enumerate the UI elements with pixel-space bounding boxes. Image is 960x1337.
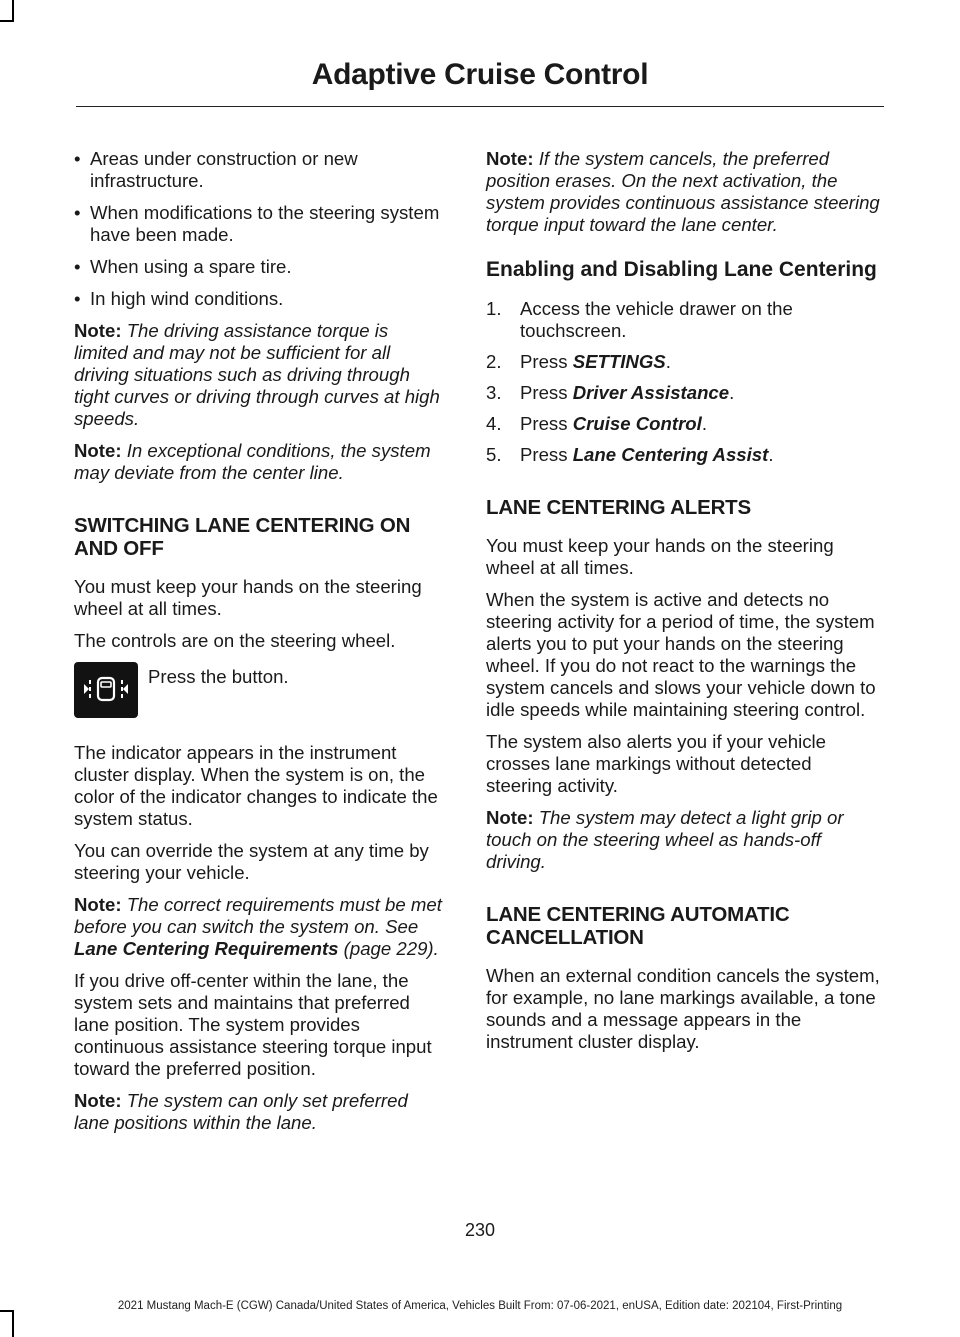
paragraph-indicator: The indicator appears in the instrument cluster display. When the system is on, the color of the indicator changes to indicate the system status. bbox=[74, 742, 438, 829]
lane-centering-icon bbox=[74, 662, 138, 718]
press-button-row bbox=[74, 662, 446, 718]
bullet-icon: • bbox=[74, 256, 81, 277]
section-heading-cancellation: LANE CENTERING AUTOMATIC CANCELLATION bbox=[486, 903, 790, 949]
step-item: 5. Press Lane Centering Assist. bbox=[486, 444, 774, 465]
page-title: Adaptive Cruise Control bbox=[311, 58, 649, 91]
paragraph-override: You can override the system at any time by steering your vehicle. bbox=[74, 840, 429, 883]
note-hands-off: Note: The system may detect a light grip or touch on the steering wheel as hands-off driving. bbox=[486, 807, 844, 872]
note-requirements: Note: The correct requirements must be met before you can switch the system on. See Lane Centering Requirements (page 229). bbox=[74, 894, 442, 959]
left-column bbox=[74, 148, 446, 1144]
section-heading-alerts: LANE CENTERING ALERTS bbox=[486, 496, 751, 519]
footer-text: 2021 Mustang Mach-E (CGW) Canada/United States of America, Vehicles Built From: 07-06-2021, enUSA, Edition date: 202104, First-Printing bbox=[117, 1300, 843, 1312]
paragraph-crosses: The system also alerts you if your vehicle crosses lane markings without detected steering activity. bbox=[486, 731, 826, 796]
bullet-icon: • bbox=[74, 202, 81, 223]
step-item: 2. Press SETTINGS. bbox=[486, 351, 671, 372]
header-divider bbox=[76, 106, 884, 107]
paragraph-offcenter: If you drive off-center within the lane, the system sets and maintains that preferred lane position. The system provides continuous assistance steering torque input toward the preferred position. bbox=[74, 970, 432, 1079]
bullet-icon: • bbox=[74, 148, 81, 169]
step-item: 4. Press Cruise Control. bbox=[486, 413, 708, 434]
cross-reference-link[interactable]: Lane Centering Requirements bbox=[74, 938, 339, 959]
list-item: • Areas under construction or new infrastructure. bbox=[74, 148, 358, 191]
list-item: • In high wind conditions. bbox=[74, 288, 284, 309]
bullet-icon: • bbox=[74, 288, 81, 309]
step-item: 3. Press Driver Assistance. bbox=[486, 382, 735, 403]
press-button-label: Press the button. bbox=[148, 666, 289, 687]
note-deviate: Note: In exceptional conditions, the system may deviate from the center line. bbox=[74, 440, 431, 483]
paragraph-controls: The controls are on the steering wheel. bbox=[74, 630, 396, 651]
note-preferred: Note: The system can only set preferred lane positions within the lane. bbox=[74, 1090, 408, 1133]
paragraph-cancel: When an external condition cancels the system, for example, no lane markings available, a tone sounds and a message appears in the instrument cluster display. bbox=[486, 965, 880, 1052]
crop-mark-bottom-left-v bbox=[12, 1310, 14, 1337]
paragraph-hands: You must keep your hands on the steering wheel at all times. bbox=[74, 576, 422, 619]
subheading-enabling: Enabling and Disabling Lane Centering bbox=[486, 258, 877, 281]
note-torque: Note: The driving assistance torque is limited and may not be sufficient for all driving situations such as driving through tight curves or driving through curves at high speeds. bbox=[74, 320, 440, 429]
page-number: 230 bbox=[464, 1220, 496, 1240]
paragraph-active: When the system is active and detects no steering activity for a period of time, the system alerts you to put your hands on the steering wheel. If you do not react to the warnings the system cancels and slows your vehicle down to idle speeds while maintaining steering control. bbox=[486, 589, 876, 720]
list-item: • When using a spare tire. bbox=[74, 256, 292, 277]
step-item: 1. Access the vehicle drawer on the touchscreen. bbox=[486, 298, 793, 341]
paragraph-hands-right: You must keep your hands on the steering wheel at all times. bbox=[486, 535, 834, 578]
right-column bbox=[486, 148, 880, 1063]
note-cancels: Note: If the system cancels, the preferred position erases. On the next activation, the system provides continuous assistance steering torque input toward the lane center. bbox=[486, 148, 880, 235]
crop-mark-top-left-h bbox=[0, 20, 14, 22]
section-heading-switching: SWITCHING LANE CENTERING ON AND OFF bbox=[74, 514, 411, 560]
crop-mark-top-left-v bbox=[12, 0, 14, 22]
list-item: • When modifications to the steering system have been made. bbox=[74, 202, 440, 245]
